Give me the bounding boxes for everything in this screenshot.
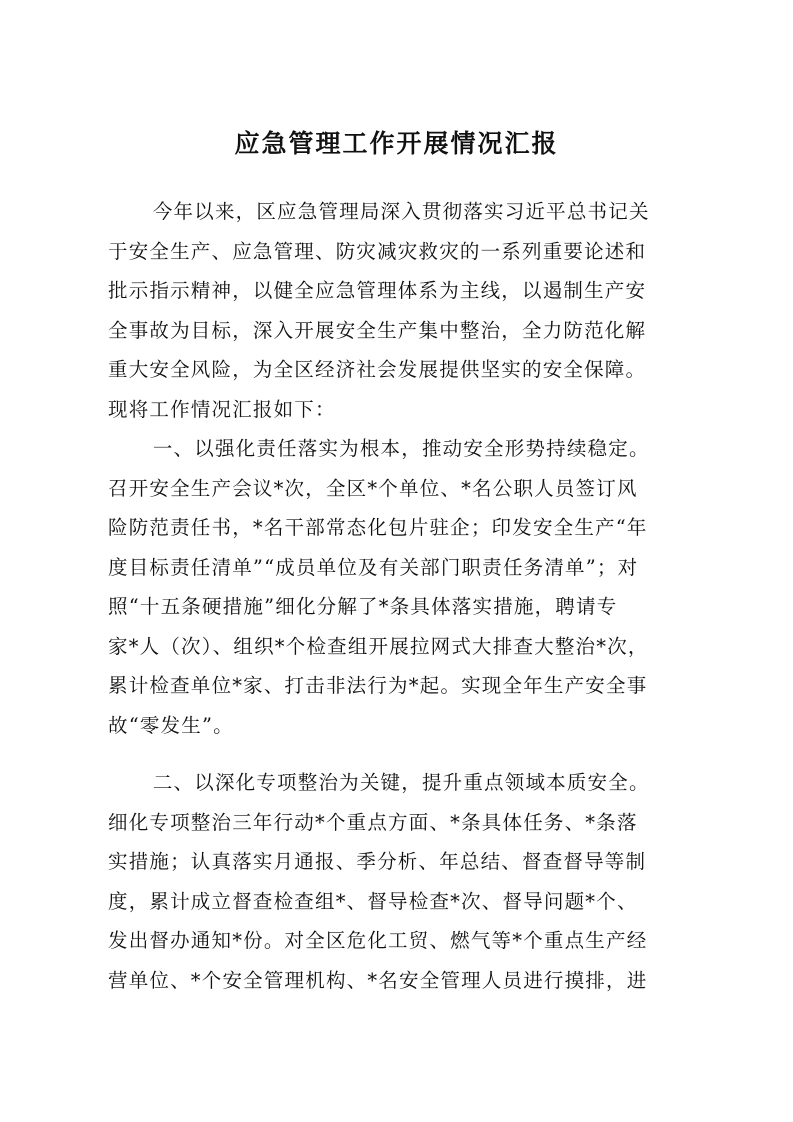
text-line: 今年以来，区应急管理局深入贯彻落实习近平总书记关 xyxy=(152,200,650,223)
paragraph-section-one xyxy=(108,429,688,745)
text-line: 营单位、*个安全管理机构、*名安全管理人员进行摸排，进 xyxy=(108,968,648,992)
text-line: 家*人（次）、组织*个检查组开展拉网式大排查大整治*次， xyxy=(108,634,649,658)
text-line: 度，累计成立督查检查组*、督导检查*次、督导问题*个、 xyxy=(108,889,638,913)
text-line: 照“十五条硬措施”细化分解了*条具体落实措施，聘请专 xyxy=(108,595,618,618)
paragraph-section-two xyxy=(108,763,688,1000)
text-line: 险防范责任书，*名干部常态化包片驻企；印发安全生产“年 xyxy=(108,516,648,539)
text-line: 批示指示精神，以健全应急管理体系为主线，以遏制生产安 xyxy=(108,279,647,302)
text-line: 细化专项整治三年行动*个重点方面、*条具体任务、*条落 xyxy=(108,810,638,834)
text-line: 故“零发生”。 xyxy=(108,713,234,737)
text-line: 发出督办通知*份。对全区危化工贸、燃气等*个重点生产经 xyxy=(108,929,648,952)
text-line: 重大安全风险，为全区经济社会发展提供坚实的安全保障。 xyxy=(108,358,647,381)
text-line: 实措施；认真落实月通报、季分析、年总结、督查督导等制 xyxy=(108,850,647,873)
text-line: 度目标责任清单”“成员单位及有关部门职责任务清单”；对 xyxy=(108,555,639,579)
text-line: 一、以强化责任落实为根本，推动安全形势持续稳定。 xyxy=(152,437,650,460)
text-line: 全事故为目标，深入开展安全生产集中整治，全力防范化解 xyxy=(108,318,647,342)
text-line: 于安全生产、应急管理、防灾减灾救灾的一系列重要论述和 xyxy=(108,239,647,263)
document-title: 应急管理工作开展情况汇报 xyxy=(234,129,559,158)
paragraph-intro xyxy=(108,192,688,429)
document-body xyxy=(108,192,688,1000)
text-line: 现将工作情况汇报如下： xyxy=(108,397,336,421)
text-line: 二、以深化专项整治为关键，提升重点领域本质安全。 xyxy=(152,771,650,794)
text-line: 累计检查单位*家、打击非法行为*起。实现全年生产安全事 xyxy=(108,674,648,697)
text-line: 召开安全生产会议*次，全区*个单位、*名公职人员签订风 xyxy=(108,476,638,500)
